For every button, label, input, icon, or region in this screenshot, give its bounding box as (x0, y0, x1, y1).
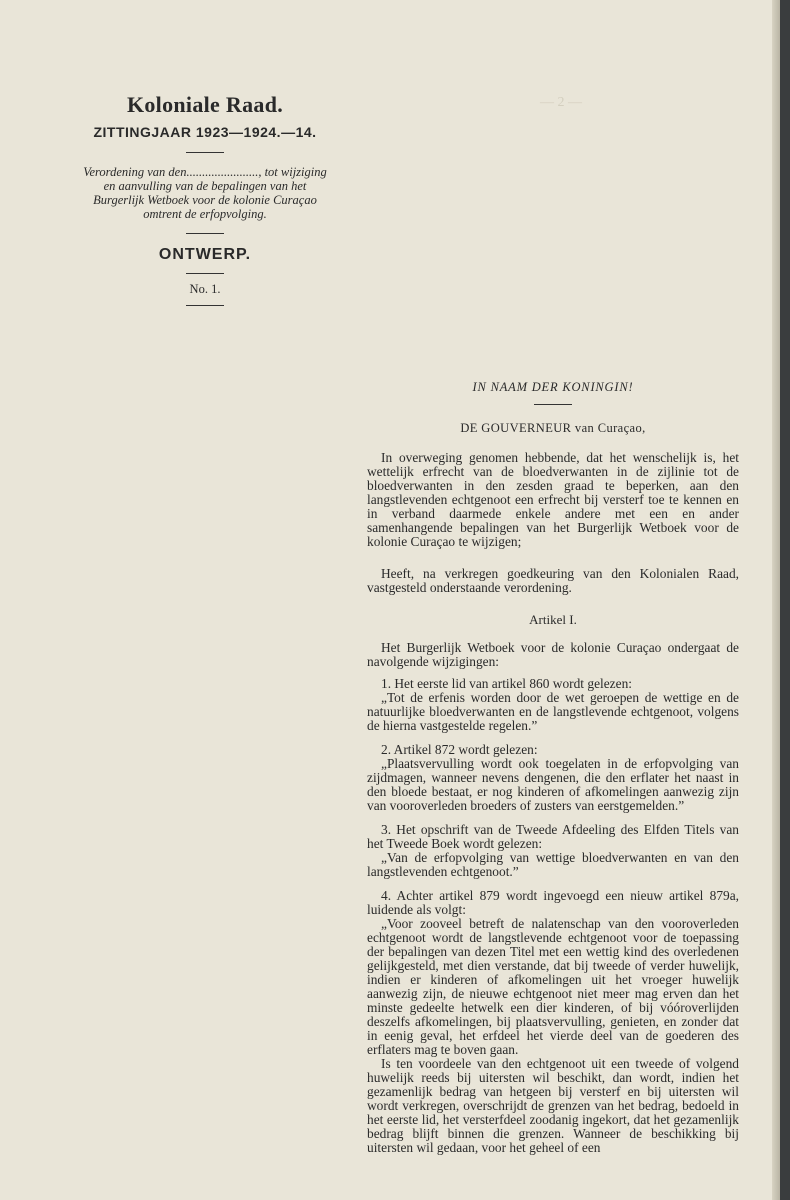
main-text-column (367, 380, 739, 1155)
council-title: Koloniale Raad. (126, 92, 284, 117)
divider (534, 404, 572, 405)
divider (186, 305, 224, 306)
item-heading: 3. Het opschrift van de Tweede Afdeeling des Elfden Titels van het Tweede Boek wordt gelezen: (367, 822, 739, 851)
ordinance-description: Verordening van den......................., tot wijziging en aanvulling van de bepalingen van het Burgerlijk Wetboek voor de kolonie Curaçao omtrent de erfopvolging. (83, 165, 327, 221)
session-year: ZITTINGJAAR 1923—1924.—14. (93, 124, 317, 140)
bleed-through-page-number: — 2 — (540, 95, 582, 110)
preamble-approval: Heeft, na verkregen goedkeuring van den Kolonialen Raad, vastgesteld onderstaande verordening. (367, 566, 739, 595)
header-block (70, 92, 340, 314)
draft-label: ONTWERP. (158, 246, 252, 263)
invocation: IN NAAM DER KONINGIN! (472, 380, 634, 394)
item-heading: 1. Het eerste lid van artikel 860 wordt gelezen: (381, 676, 632, 691)
item-text: „Van de erfopvolging van wettige bloedverwanten en van den langstlevenden echtgenoot.” (367, 850, 739, 879)
item-text: „Tot de erfenis worden door de wet geroepen de wettige en de natuurlijke bloedverwanten en de langstlevende echtgenoot, volgens de hierna vastgestelde regelen.” (367, 690, 739, 733)
draft-number: No. 1. (189, 282, 221, 296)
governor-heading: DE GOUVERNEUR van Curaçao, (460, 421, 646, 435)
page-edge (772, 0, 780, 1200)
item-heading: 2. Artikel 872 wordt gelezen: (381, 742, 538, 757)
item-heading: 4. Achter artikel 879 wordt ingevoegd een nieuw artikel 879a, luidende als volgt: (367, 888, 739, 917)
divider (186, 233, 224, 234)
preamble-considering: In overweging genomen hebbende, dat het wenschelijk is, het wettelijk erfrecht van de bloedverwanten in de zijlinie tot de bloedverwanten in den zesden graad te beperken, aan den langstlevenden echtgenoot een erfrecht bij versterf toe te kennen en in verband daarmede enkele andere met een en ander samenhangende bepalingen van het Burgerlijk Wetboek voor de kolonie Curaçao te wijzigen; (367, 450, 739, 549)
article-intro: Het Burgerlijk Wetboek voor de kolonie Curaçao ondergaat de navolgende wijzigingen: (367, 640, 739, 669)
item-text: „Plaatsvervulling wordt ook toegelaten in de erfopvolging van zijdmagen, wanneer nevens dengenen, die den erflater het naast in den bloede bestaat, er nog kinderen of afkomelingen aanwezig zijn van vooroverleden broeders of zusters van eerstgemelden.” (367, 756, 739, 813)
closing-paragraph: Is ten voordeele van den echtgenoot uit een tweede of volgend huwelijk reeds bij uitersten wil beschikt, dan wordt, indien het gezamenlijk bedrag van hetgeen bij versterf en bij uitersten wil wordt verkregen, overschrijdt de grenzen van het bedrag, bedoeld in het eerste lid, het versterfdeel zoodanig ingekort, dat het gezamenlijk bedrag blijft binnen die grenzen. Wanneer de beschikking bij uitersten wil gedaan, voor het geheel of een (367, 1056, 739, 1155)
divider (186, 273, 224, 274)
item-text: „Voor zooveel betreft de nalatenschap van den vooroverleden echtgenoot wordt de langstlevende echtgenoot voor de toepassing der bepalingen van dezen Titel met een wettig kind des overledenen gelijkgesteld, met dien verstande, dat bij tweede of verder huwelijk, indien er kinderen of afkomelingen uit het vroeger huwelijk aanwezig zijn, de nieuwe echtgenoot niet meer mag erven dan het minste gedeelte hetwelk een dier kinderen, of bij vóóroverlijden deszelfs afkomelingen, bij plaatsvervulling, genieten, en zonder dat in eenig geval, het erfdeel het vierde deel van de goederen des erflaters mag te boven gaan. (367, 916, 739, 1057)
article-heading: Artikel I. (529, 612, 577, 627)
divider (186, 152, 224, 153)
